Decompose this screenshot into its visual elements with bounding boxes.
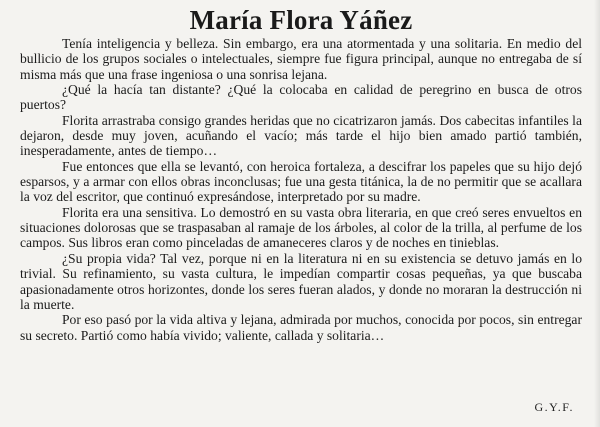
article-paragraph: ¿Qué la hacía tan distante? ¿Qué la colocaba en calidad de peregrino en busca de otros puertos? [20,82,582,113]
scan-edge-shadow [594,0,600,427]
article-paragraph: Tenía inteligencia y belleza. Sin embargo, era una atormentada y una solitaria. En medio del bullicio de los grupos sociales o intelectuales, siempre fue figura principal, aunque no entregaba de sí misma más que una frase ingeniosa o una sonrisa lejana. [20,36,582,82]
article-title: María Flora Yáñez [189,5,413,35]
article-paragraph: Fue entonces que ella se levantó, con heroica fortaleza, a descifrar los papeles que su hijo dejó esparsos, y a armar con ellos obras inconclusas; fue una gesta titánica, la de no permitir que se acallara la voz del escritor, que continuó expresándose, interpretado por su madre. [20,158,582,205]
author-signature: G.Y.F. [534,400,574,414]
article-paragraph: Por eso pasó por la vida altiva y lejana, admirada por muchos, conocida por pocos, sin entregar su secreto. Partió como había vivido; valiente, callada y solitaria… [20,312,582,343]
article-paragraph: Florita era una sensitiva. Lo demostró en su vasta obra literaria, en que creó seres envueltos en situaciones dolorosas que se traspasaban al ramaje de los árboles, al color de la trilla, al perfume de los campos. Sus libros eran como pinceladas de amaneceres claros y de noches en tinieblas. [20,204,582,251]
article-paragraph: ¿Su propia vida? Tal vez, porque ni en la literatura ni en su existencia se detuvo jamás en lo trivial. Su refinamiento, su vasta cultura, le impedían compartir cosas pequeñas, ya que buscaba apasionadamente otros horizontes, donde los seres fueran alados, y donde no moraran la destrucción ni la muerte. [20,250,582,312]
article-paragraph: Florita arrastraba consigo grandes heridas que no cicatrizaron jamás. Dos cabecitas infantiles la dejaron, desde muy joven, acuñando el vacío; más tarde el hijo bien amado partió también, inesperadamente, antes de tiempo… [20,112,582,159]
